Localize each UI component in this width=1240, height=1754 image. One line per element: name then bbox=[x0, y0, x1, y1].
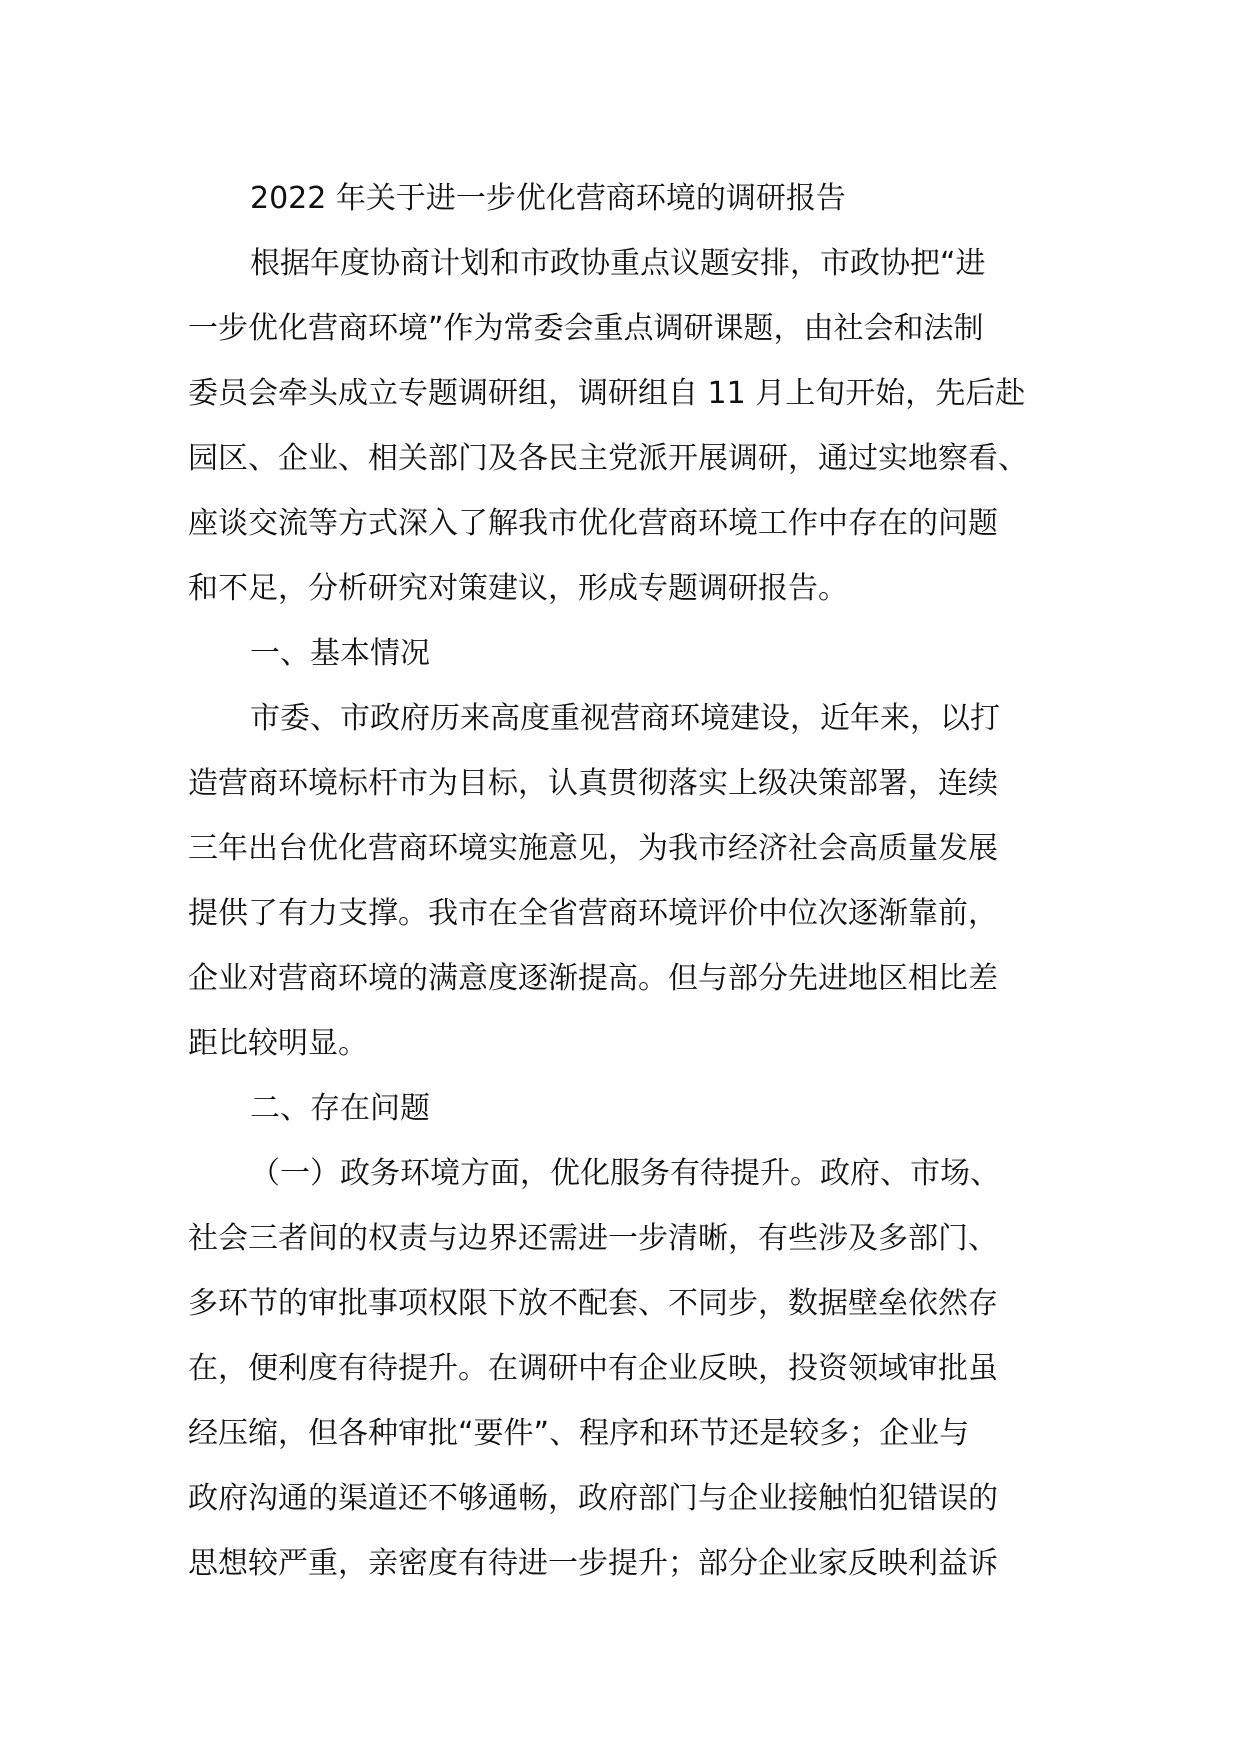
paragraph-line: （一）政务环境方面，优化服务有待提升。政府、市场、 bbox=[250, 1156, 1000, 1191]
paragraph-line: 座谈交流等方式深入了解我市优化营商环境工作中存在的问题 bbox=[188, 506, 998, 541]
paragraph-line: 社会三者间的权责与边界还需进一步清晰，有些涉及多部门、 bbox=[188, 1221, 998, 1256]
paragraph-line: 政府沟通的渠道还不够通畅，政府部门与企业接触怕犯错误的 bbox=[188, 1481, 998, 1516]
paragraph-line: 根据年度协商计划和市政协重点议题安排，市政协把“进 bbox=[250, 246, 986, 281]
paragraph-line: 三年出台优化营商环境实施意见，为我市经济社会高质量发展 bbox=[188, 831, 998, 866]
paragraph-line: 市委、市政府历来高度重视营商环境建设，近年来，以打 bbox=[250, 701, 1000, 736]
document-body bbox=[188, 166, 1068, 1596]
document-title: 2022 年关于进一步优化营商环境的调研报告 bbox=[250, 181, 846, 216]
paragraph-line: 思想较严重，亲密度有待进一步提升；部分企业家反映利益诉 bbox=[188, 1546, 998, 1581]
section-heading: 一、基本情况 bbox=[250, 636, 430, 671]
paragraph-line: 多环节的审批事项权限下放不配套、不同步，数据壁垒依然存 bbox=[188, 1286, 998, 1321]
paragraph-line: 距比较明显。 bbox=[188, 1026, 368, 1061]
paragraph-line: 委员会牵头成立专题调研组，调研组自 11 月上旬开始，先后赴 bbox=[188, 376, 1026, 411]
paragraph-line: 企业对营商环境的满意度逐渐提高。但与部分先进地区相比差 bbox=[188, 961, 998, 996]
paragraph-line: 提供了有力支撑。我市在全省营商环境评价中位次逐渐靠前， bbox=[188, 896, 998, 931]
paragraph-line: 和不足，分析研究对策建议，形成专题调研报告。 bbox=[188, 571, 848, 606]
paragraph-line: 园区、企业、相关部门及各民主党派开展调研，通过实地察看、 bbox=[188, 441, 1028, 476]
paragraph-line: 造营商环境标杆市为目标，认真贯彻落实上级决策部署，连续 bbox=[188, 766, 998, 801]
paragraph-line: 在，便利度有待提升。在调研中有企业反映，投资领域审批虽 bbox=[188, 1351, 998, 1386]
paragraph-line: 经压缩，但各种审批“要件”、程序和环节还是较多；企业与 bbox=[188, 1416, 970, 1451]
paragraph-line: 一步优化营商环境”作为常委会重点调研课题，由社会和法制 bbox=[188, 311, 984, 346]
section-heading: 二、存在问题 bbox=[250, 1091, 430, 1126]
